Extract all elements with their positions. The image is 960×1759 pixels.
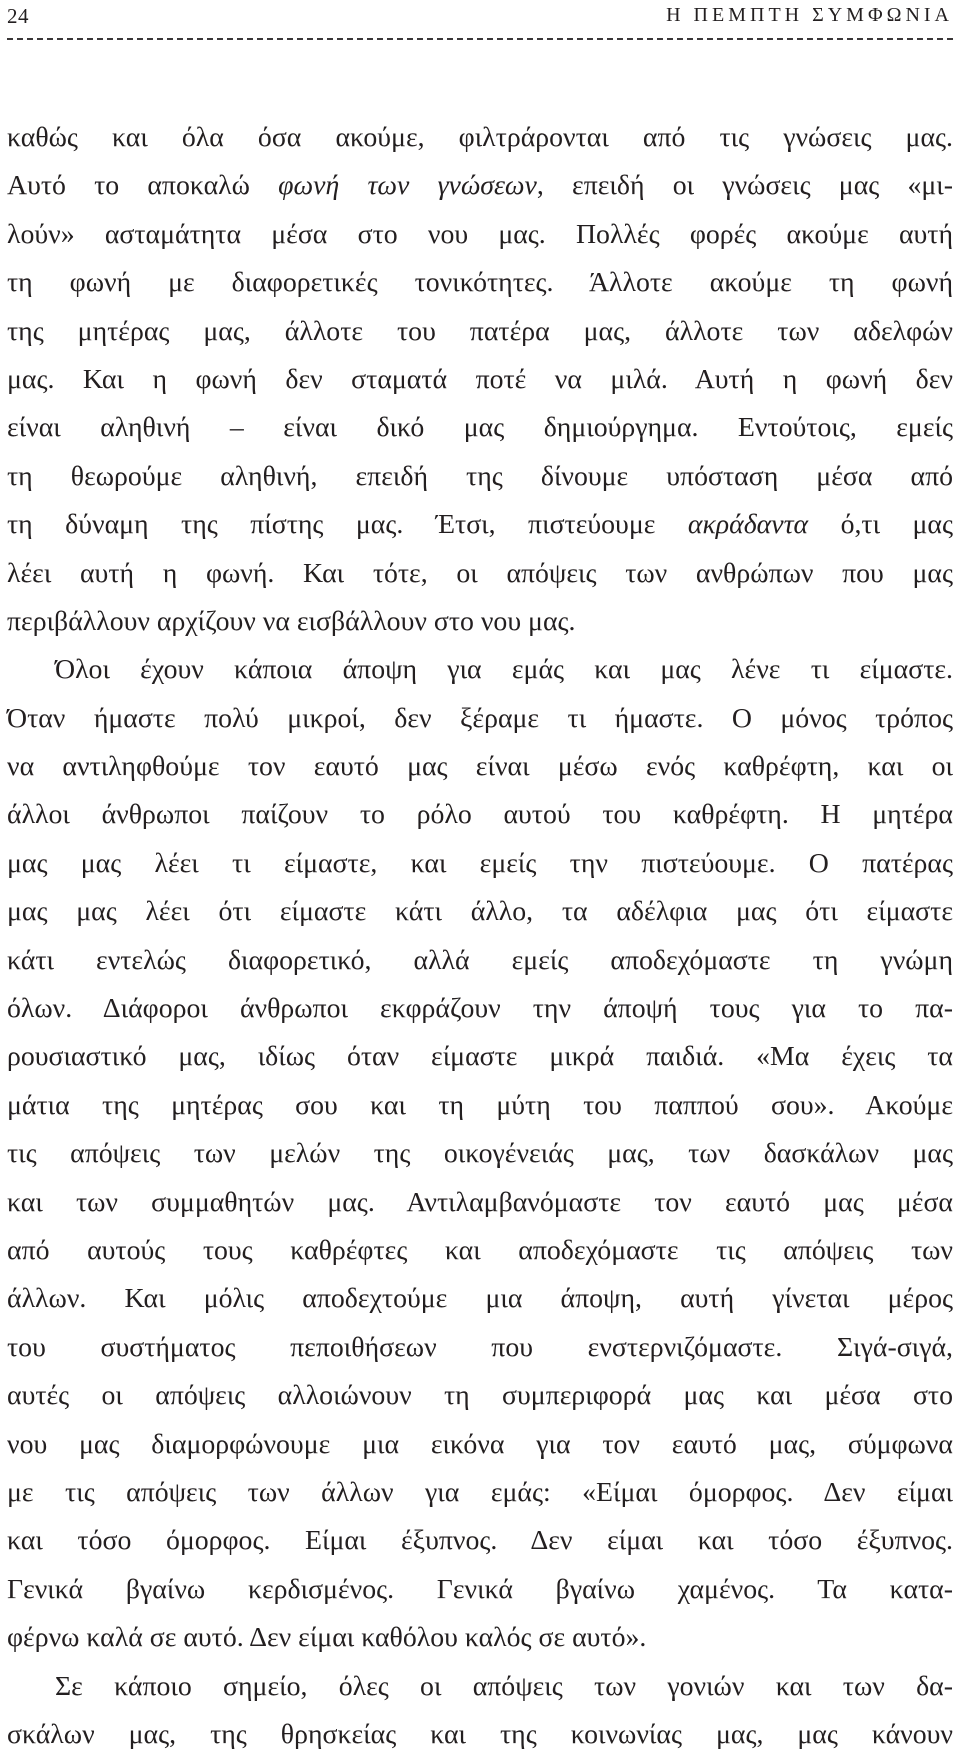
text-segment: τη δύναμη της πίστης μας. Έτσι, πιστεύουμε <box>7 509 688 541</box>
text-line <box>7 791 953 839</box>
text-line <box>7 1033 953 1081</box>
text-segment: να αντιληφθούμε τον εαυτό μας είναι μέσω ενός καθρέφτη, και οι <box>7 751 953 783</box>
text-line <box>7 646 953 694</box>
text-line <box>7 404 953 452</box>
emphasized-text: ακράδαντα <box>687 509 809 541</box>
text-line <box>7 308 953 356</box>
text-segment: μας μας λέει ότι είμαστε κάτι άλλο, τα αδέλφια μας ότι είμαστε <box>7 896 953 928</box>
text-segment: μάτια της μητέρας σου και τη μύτη του παππού σου». Ακούμε <box>7 1089 953 1121</box>
text-line <box>7 1275 953 1323</box>
text-line <box>7 114 953 162</box>
emphasized-text: φωνή των γνώσεων <box>278 170 537 202</box>
text-line <box>7 743 953 791</box>
text-segment: τη θεωρούμε αληθινή, επειδή της δίνουμε υπόσταση μέσα από <box>7 460 953 492</box>
text-line <box>7 1469 953 1517</box>
text-segment: όλων. Διάφοροι άνθρωποι εκφράζουν την άποψή τους για το πα- <box>7 993 953 1025</box>
text-line <box>7 1614 953 1662</box>
text-line <box>7 453 953 501</box>
text-line <box>7 1227 953 1275</box>
text-segment: μας μας λέει τι είμαστε, και εμείς την πιστεύουμε. Ο πατέρας <box>7 847 953 879</box>
text-line <box>7 1179 953 1227</box>
running-head <box>7 0 953 34</box>
text-segment: από αυτούς τους καθρέφτες και αποδεχόμαστε τις απόψεις των <box>7 1234 953 1266</box>
text-segment: του συστήματος πεποιθήσεων που ενστερνιζόμαστε. Σιγά-σιγά, <box>7 1331 953 1363</box>
text-line <box>7 259 953 307</box>
text-line <box>7 1130 953 1178</box>
text-line <box>7 1711 953 1759</box>
text-segment: ρουσιαστικό μας, ιδίως όταν είμαστε μικρά παιδιά. «Μα έχεις τα <box>7 1041 953 1073</box>
text-line <box>7 1082 953 1130</box>
text-segment: άλλων. Και μόλις αποδεχτούμε μια άποψη, αυτή γίνεται μέρος <box>7 1283 953 1315</box>
text-line <box>7 1324 953 1372</box>
text-line <box>7 211 953 259</box>
text-segment: αυτές οι απόψεις αλλοιώνουν τη συμπεριφορά μας και μέσα στο <box>7 1380 953 1412</box>
text-segment: ό,τι μας <box>808 509 953 541</box>
text-line <box>7 695 953 743</box>
text-segment: Σε κάποιο σημείο, όλες οι απόψεις των γονιών και των δα- <box>55 1670 953 1702</box>
text-segment: περιβάλλουν αρχίζουν να εισβάλλουν στο νου μας. <box>7 605 576 637</box>
text-segment: Όλοι έχουν κάποια άποψη για εμάς και μας λένε τι είμαστε. <box>55 654 953 686</box>
text-line <box>7 356 953 404</box>
text-line <box>7 888 953 936</box>
text-segment: τη φωνή με διαφορετικές τονικότητες. Άλλοτε ακούμε τη φωνή <box>7 267 953 299</box>
book-title: Η ΠΕΜΠΤΗ ΣΥΜΦΩΝΙΑ <box>666 4 953 26</box>
text-segment: Αυτό το αποκαλώ <box>7 170 279 202</box>
dashed-header-rule <box>7 38 953 40</box>
text-line <box>7 1421 953 1469</box>
text-segment: λέει αυτή η φωνή. Και τότε, οι απόψεις των ανθρώπων που μας <box>7 557 953 589</box>
text-line <box>7 501 953 549</box>
text-segment: σκάλων μας, της θρησκείας και της κοινωνίας μας, μας κάνουν <box>7 1718 953 1750</box>
text-segment: φέρνω καλά σε αυτό. Δεν είμαι καθόλου καλός σε αυτό». <box>7 1622 647 1654</box>
text-segment: κάτι εντελώς διαφορετικό, αλλά εμείς αποδεχόμαστε τη γνώμη <box>7 944 953 976</box>
text-segment: , επειδή οι γνώσεις μας «μι- <box>536 170 953 202</box>
text-line <box>7 1663 953 1711</box>
text-segment: με τις απόψεις των άλλων για εμάς: «Είμαι όμορφος. Δεν είμαι <box>7 1476 953 1508</box>
text-segment: μας. Και η φωνή δεν σταματά ποτέ να μιλά. Αυτή η φωνή δεν <box>7 363 953 395</box>
text-segment: λούν» ασταμάτητα μέσα στο νου μας. Πολλές φορές ακούμε αυτή <box>7 218 953 250</box>
text-segment: Όταν ήμαστε πολύ μικροί, δεν ξέραμε τι ήμαστε. Ο μόνος τρόπος <box>7 702 953 734</box>
text-segment: τις απόψεις των μελών της οικογένειάς μας, των δασκάλων μας <box>7 1138 953 1170</box>
text-line <box>7 162 953 210</box>
page-number: 24 <box>7 4 29 28</box>
text-line <box>7 1566 953 1614</box>
text-segment: της μητέρας μας, άλλοτε του πατέρα μας, άλλοτε των αδελφών <box>7 315 953 347</box>
text-segment: Γενικά βγαίνω κερδισμένος. Γενικά βγαίνω χαμένος. Τα κατα- <box>7 1573 953 1605</box>
text-line <box>7 1517 953 1565</box>
text-segment: καθώς και όλα όσα ακούμε, φιλτράρονται από τις γνώσεις μας. <box>7 122 953 153</box>
text-line <box>7 598 953 646</box>
text-line <box>7 985 953 1033</box>
text-line <box>7 550 953 598</box>
text-segment: άλλοι άνθρωποι παίζουν το ρόλο αυτού του καθρέφτη. Η μητέρα <box>7 799 953 831</box>
body-text <box>7 114 953 1759</box>
text-segment: και τόσο όμορφος. Είμαι έξυπνος. Δεν είμαι και τόσο έξυπνος. <box>7 1525 953 1557</box>
text-line <box>7 1372 953 1420</box>
text-line <box>7 840 953 888</box>
text-segment: νου μας διαμορφώνουμε μια εικόνα για τον εαυτό μας, σύμφωνα <box>7 1428 953 1460</box>
text-line <box>7 937 953 985</box>
text-segment: και των συμμαθητών μας. Αντιλαμβανόμαστε τον εαυτό μας μέσα <box>7 1186 953 1218</box>
text-segment: είναι αληθινή – είναι δικό μας δημιούργημα. Εντούτοις, εμείς <box>7 412 953 444</box>
